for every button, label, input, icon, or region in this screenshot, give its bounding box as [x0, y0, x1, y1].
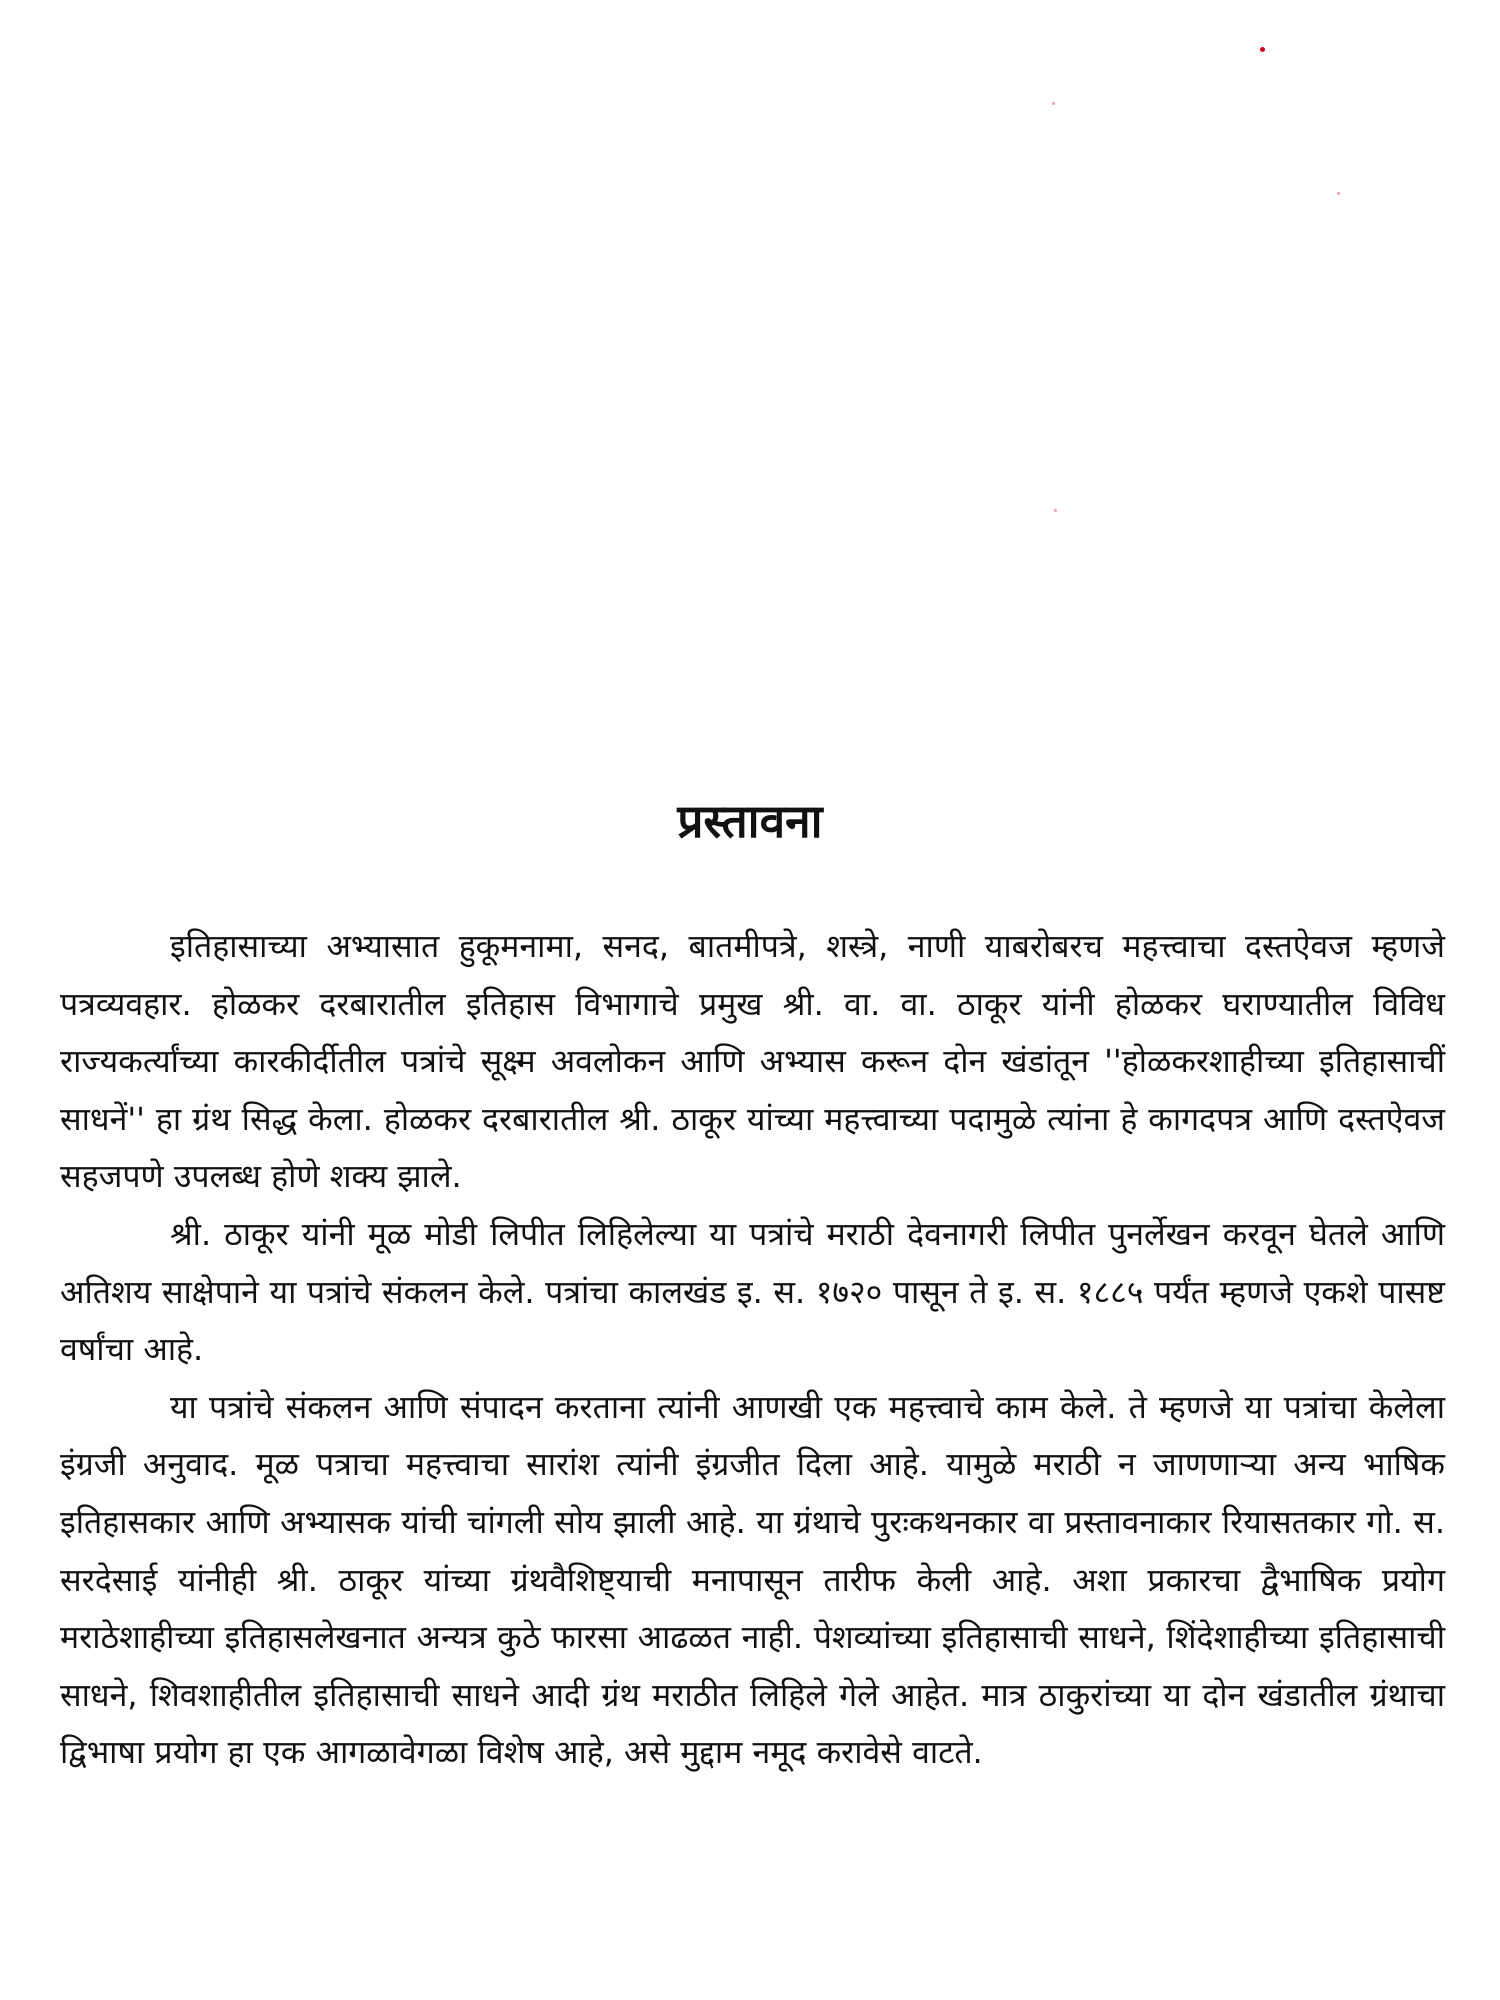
red-ink-speck [1054, 509, 1057, 512]
red-ink-speck [1260, 47, 1265, 52]
red-ink-speck [1052, 102, 1055, 105]
paragraph-3: या पत्रांचे संकलन आणि संपादन करताना त्यांनी आणखी एक महत्त्वाचे काम केले. ते म्हणजे या पत्रांचा केलेला इंग्रजी अनुवाद. मूळ पत्राचा महत्त्वाचा सारांश त्यांनी इंग्रजीत दिला आहे. यामुळे मराठी न जाणणाऱ्या अन्य भाषिक इतिहासकार आणि अभ्यासक यांची चांगली सोय झाली आहे. या ग्रंथाचे पुरःकथनकार वा प्रस्तावनाकार रियासतकार गो. स. सरदेसाई यांनीही श्री. ठाकूर यांच्या ग्रंथवैशिष्ट्याची मनापासून तारीफ केली आहे. अशा प्रकारचा द्वैभाषिक प्रयोग मराठेशाहीच्या इतिहासलेखनात अन्यत्र कुठे फारसा आढळत नाही. पेशव्यांच्या इतिहासाची साधने, शिंदेशाहीच्या इतिहासाची साधने, शिवशाहीतील इतिहासाची साधने आदी ग्रंथ मराठीत लिहिले गेले आहेत. मात्र ठाकुरांच्या या दोन खंडातील ग्रंथाचा द्विभाषा प्रयोग हा एक आगळावेगळा विशेष आहे, असे मुद्दाम नमूद करावेसे वाटते. [60, 1387, 1445, 1772]
page-title: प्रस्तावना [677, 793, 823, 848]
red-ink-speck [1337, 192, 1340, 195]
paragraph-2: श्री. ठाकूर यांनी मूळ मोडी लिपीत लिहिलेल्या या पत्रांचे मराठी देवनागरी लिपीत पुनर्लेखन करवून घेतले आणि अतिशय साक्षेपाने या पत्रांचे संकलन केले. पत्रांचा कालखंड इ. स. १७२० पासून ते इ. स. १८८५ पर्यंत म्हणजे एकशे पासष्ट वर्षांचा आहे. [60, 1214, 1445, 1369]
paragraph-1: इतिहासाच्या अभ्यासात हुकूमनामा, सनद, बातमीपत्रे, शस्त्रे, नाणी याबरोबरच महत्त्वाचा दस्तऐवज म्हणजे पत्रव्यवहार. होळकर दरबारातील इतिहास विभागाचे प्रमुख श्री. वा. वा. ठाकूर यांनी होळकर घराण्यातील विविध राज्यकर्त्यांच्या कारकीर्दीतील पत्रांचे सूक्ष्म अवलोकन आणि अभ्यास करून दोन खंडांतून ''होळकरशाहीच्या इतिहासाचीं साधनें'' हा ग्रंथ सिद्ध केला. होळकर दरबारातील श्री. ठाकूर यांच्या महत्त्वाच्या पदामुळे त्यांना हे कागदपत्र आणि दस्तऐवज सहजपणे उपलब्ध होणे शक्य झाले. [60, 927, 1445, 1196]
preface-body [60, 918, 1445, 1782]
